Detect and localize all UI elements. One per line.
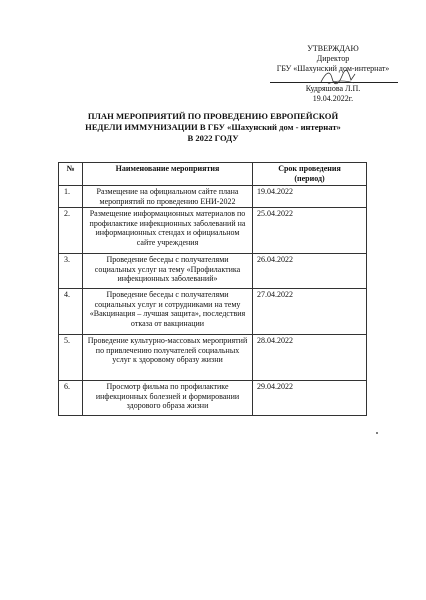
table-header-row [59, 163, 367, 186]
events-table [58, 162, 367, 416]
row-num: 4. [59, 289, 83, 335]
table-row [59, 289, 367, 335]
row-name: Проведение культурно-массовых мероприятий по привлечению получателей социальных услуг к здоровому образу жизни [83, 335, 253, 381]
header-num: № [59, 163, 83, 186]
table-row [59, 208, 367, 254]
table-row [59, 186, 367, 208]
title-line-2: НЕДЕЛИ ИММУНИЗАЦИИ В ГБУ «Шахунский дом - интернат» [85, 122, 341, 132]
row-date: 27.04.2022 [253, 289, 367, 335]
signature-line [268, 74, 398, 84]
row-num: 6. [59, 381, 83, 416]
row-num: 2. [59, 208, 83, 254]
approval-organization: ГБУ «Шахунский дом-интернат» [276, 64, 390, 73]
row-date: 29.04.2022 [253, 381, 367, 416]
row-date: 26.04.2022 [253, 254, 367, 289]
document-title [40, 111, 386, 144]
header-period-line-1: Срок проведения [278, 164, 341, 173]
approval-heading: УТВЕРЖДАЮ [307, 44, 359, 53]
title-line-3: В 2022 ГОДУ [187, 133, 239, 143]
header-period-line-2: (период) [294, 173, 325, 183]
row-name: Размещение на официальном сайте плана мероприятий по проведению ЕНИ-2022 [83, 186, 253, 208]
row-num: 3. [59, 254, 83, 289]
row-name: Просмотр фильма по профилактике инфекционных болезней и формировании здорового образа жизни [83, 381, 253, 416]
table-row [59, 254, 367, 289]
table-row [59, 381, 367, 416]
scan-speck [376, 432, 378, 434]
approval-position: Директор [316, 54, 350, 63]
row-num: 1. [59, 186, 83, 208]
signature-icon [318, 68, 358, 88]
row-date: 25.04.2022 [253, 208, 367, 254]
header-name: Наименование мероприятия [83, 163, 253, 186]
title-line-1: ПЛАН МЕРОПРИЯТИЙ ПО ПРОВЕДЕНИЮ ЕВРОПЕЙСКОЙ [87, 111, 339, 121]
approval-date: 19.04.2022г. [312, 94, 354, 103]
approval-block [268, 44, 398, 104]
row-num: 5. [59, 335, 83, 381]
row-date: 28.04.2022 [253, 335, 367, 381]
row-name: Проведение беседы с получателями социальных услуг и сотрудниками на тему «Вакцинация – лучшая защита», последствия отказа от вакцинации [83, 289, 253, 335]
row-name: Проведение беседы с получателями социальных услуг на тему «Профилактика инфекционных заболеваний» [83, 254, 253, 289]
header-period [253, 163, 367, 186]
row-name: Размещение информационных материалов по профилактике инфекционных заболеваний на информационных стендах и официальном сайте учреждения [83, 208, 253, 254]
approval-signatory: Кудряшова Л.П. [305, 84, 361, 93]
row-date: 19.04.2022 [253, 186, 367, 208]
table-row [59, 335, 367, 381]
